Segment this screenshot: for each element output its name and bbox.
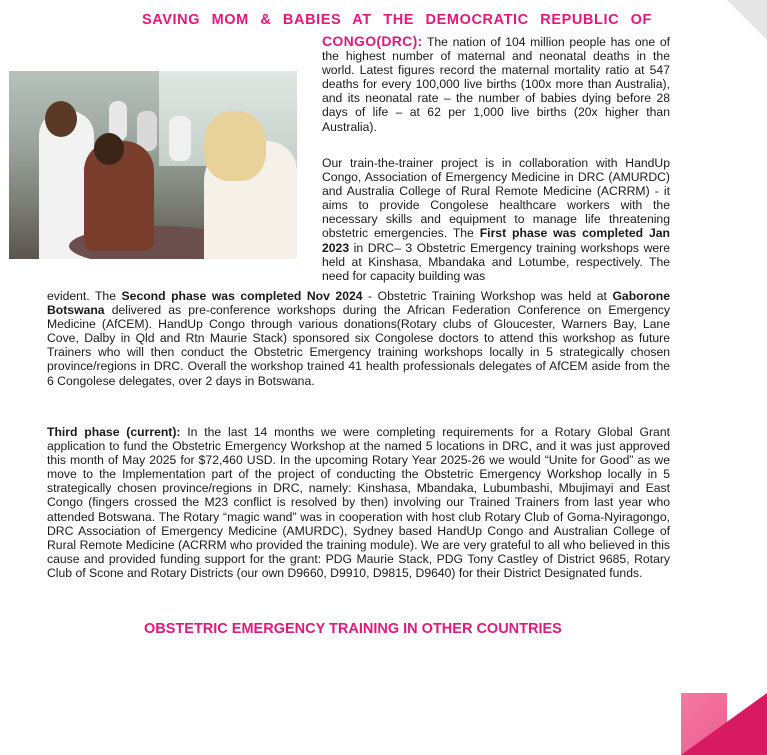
photo-person-head: [204, 111, 266, 181]
training-workshop-photo: [9, 71, 297, 259]
corner-decoration-top: [727, 0, 767, 40]
third-phase-label: Third phase (current):: [47, 425, 181, 439]
photo-background-person: [169, 116, 191, 161]
second-phase-text: - Obstetric Training Workshop was held at: [362, 289, 613, 303]
photo-person-head: [94, 133, 124, 165]
photo-person-head: [45, 101, 77, 137]
collaboration-text: Our train-the-trainer project is in collaboration with HandUp Congo, Association of Emergency Medicine in DRC (AMURDC) and Australia College of Rural Remote Medicine (ACRRM) - it aims to provide Congolese healthcare workers with the necessary skills and equipment to manage life threatening obstetric emergencies. The: [322, 156, 670, 241]
third-phase-paragraph: [47, 425, 670, 580]
corner-decoration-bottom: [681, 693, 767, 755]
intro-paragraph: [322, 34, 670, 134]
section-title-drc-continued: CONGO(DRC):: [322, 33, 423, 49]
third-phase-text: In the last 14 months we were completing requirements for a Rotary Global Grant application to fund the Obstetric Emergency Workshop at the named 5 locations in DRC, and it was just approved this month of May 2025 for $72,460 USD. In the upcoming Rotary Year 2025-26 we would “Unite for Good” as we move to the Implementation part of the project of conducting the Obstetric Emergency Workshop locally in 5 strategically chosen province/regions in DRC, namely: Kinshasa, Mbandaka, Lubumbashi, Mbujimayi and East Congo (fingers crossed the M23 conflict is resolved by then) involving our Trained Trainers from last year who attended Botswana. The Rotary “magic wand” was in cooperation with host club Rotary Club of Goma-Nyiragongo, DRC Association of Emergency Medicine (AMURDC), Sydney based HandUp Congo and Australian College of Rural Remote Medicine (ACRRM who provided the training module). We are very grateful to all who believed in this cause and provided funding support for the grant: PDG Maurie Stack, PDG Tony Castley of District 9685, Rotary Club of Scone and Rotary Districts (our own D9660, D9910, D9815, D9640) for their District Designated funds.: [47, 425, 670, 580]
section-title-other-countries: OBSTETRIC EMERGENCY TRAINING IN OTHER COUNTRIES: [144, 621, 562, 637]
second-phase-label: Second phase was completed Nov 2024: [121, 289, 363, 303]
collaboration-paragraph: [322, 156, 670, 283]
second-phase-lead-text: evident. The: [47, 289, 122, 303]
intro-text: The nation of 104 million people has one of the highest number of maternal and neonatal deaths in the world. Latest figures record the maternal mortality ratio at 547 deaths for every 100,000 live births (100x more than Australia), and its neonatal rate – the number of babies dying before 28 days of life – at 62 per 1,000 live births (20x higher than Australia).: [322, 35, 670, 134]
second-phase-details: delivered as pre-conference workshops during the African Federation Conference on Emergency Medicine (AfCEM). HandUp Congo through various donations(Rotary clubs of Gloucester, Warners Bay, Lane Cove, Dalby in Qld and Rtn Maurie Stack) sponsored six Congolese doctors to attend this workshop as future Trainers who will then conduct the Obstetric Emergency training workshops locally in 5 strategically chosen province/regions in DRC. Overall the workshop trained 41 health professionals delegates of AfCEM aside from the 6 Congolese delegates, over 2 days in Botswana.: [47, 303, 670, 388]
first-phase-label: First phase was completed Jan 2023: [322, 226, 670, 255]
botswana-label: Gaborone Botswana: [47, 289, 670, 318]
second-phase-paragraph: [47, 289, 670, 388]
section-title-drc: SAVING MOM & BABIES AT THE DEMOCRATIC REPUBLIC OF: [142, 12, 652, 28]
first-phase-text: in DRC– 3 Obstetric Emergency training workshops were held at Kinshasa, Mbandaka and Lotumbe, respectively. The need for capacity building was: [322, 240, 670, 283]
